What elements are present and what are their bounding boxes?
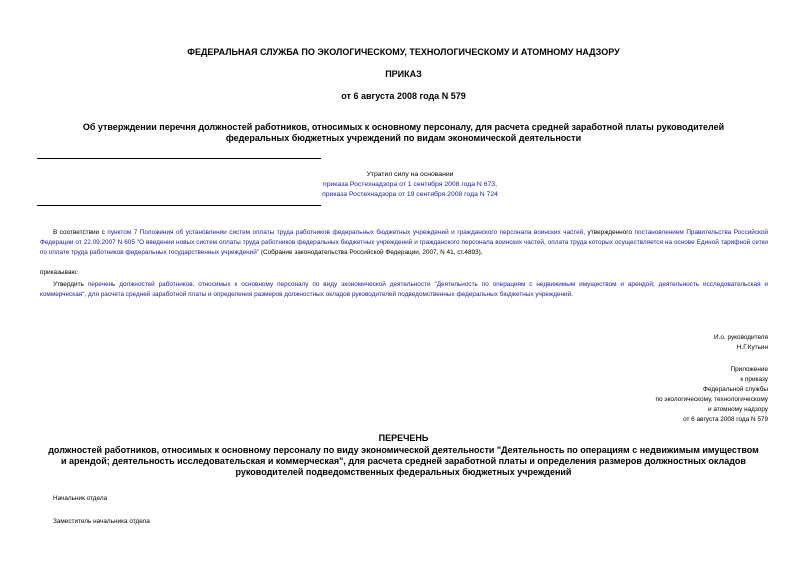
appendix-line-3: Федеральной службы — [703, 386, 768, 393]
signatory-role: И.о. руководителя — [714, 334, 768, 341]
order-673-link[interactable]: приказа Ростехнадзора от 1 сентября 2008 года N 673 — [323, 181, 496, 188]
preamble-text-a: В соответствии с — [53, 229, 108, 236]
list-link[interactable]: перечень должностей работников, относимых к основному персоналу по виду экономической деятельности "Деятельность по операциям с недвижимым имуществом и арендой; деятельность исследовательская и коммерческая", для расчета средней заработной платы и определения размеров должностных окладов руководителей подведомственных федеральных бюджетных учреждений — [40, 281, 769, 298]
document-type: ПРИКАЗ — [385, 69, 422, 79]
agency-name: ФЕДЕРАЛЬНАЯ СЛУЖБА ПО ЭКОЛОГИЧЕСКОМУ, ТЕХНОЛОГИЧЕСКОМУ И АТОМНОМУ НАДЗОРУ — [187, 47, 620, 57]
divider-top — [37, 158, 321, 159]
lost-force-separator: , — [495, 181, 497, 188]
appendix-line-5: и атомному надзору — [708, 406, 768, 413]
decree-605-link[interactable]: постановлением Правительства Российской Федерации от 22.09.2007 N 605 "О введении новых систем оплаты труда работников федеральных бюджетных учреждений и гражданского персонала воинских частей, оплата труда которых осуществляется на основе Единой тарифной сетки по оплате труда работников федеральных государственных учреждений" — [40, 229, 769, 256]
preamble-text-c: (Собрание законодательства Российской Федерации, 2007, N 41, ст.4893), — [259, 249, 483, 256]
order-724-link[interactable]: приказа Ростехнадзора от 19 сентября 2008 года N 724 — [322, 191, 498, 198]
lost-force-line-1 — [210, 180, 610, 190]
signatory-name: Н.Г.Кутьин — [736, 344, 768, 351]
lost-force-note: Утратил силу на основании — [366, 171, 454, 178]
appendix-line-4: по экологическому, технологическому — [655, 396, 768, 403]
document-date-number: от 6 августа 2008 года N 579 — [341, 91, 466, 101]
appendix-line-1: Приложение — [730, 366, 768, 373]
preamble-paragraph — [40, 228, 768, 258]
clause-7-link[interactable]: пунктом 7 Положения об установлении систем оплаты труда работников федеральных бюджетных учреждений и гражданского персонала воинских частей — [107, 229, 584, 236]
appendix-line-2: к приказу — [740, 376, 768, 383]
approve-text-a: Утвердить — [53, 281, 88, 288]
list-heading: ПЕРЕЧЕНЬ — [378, 433, 429, 443]
lost-force-line-2 — [210, 190, 610, 200]
orders-word: приказываю: — [40, 269, 78, 276]
list-subtitle: должностей работников, относимых к основному персоналу по виду экономической деятельности "Деятельность по операциям с недвижимым имуществом и арендой; деятельность исследовательская и коммерческая", для расчета средней заработной платы и определения размеров должностных окладов руководителей подведомственных федеральных бюджетных учреждений — [48, 445, 759, 477]
appendix-line-6: от 6 августа 2008 года N 579 — [683, 416, 768, 423]
list-item: Заместитель начальника отдела — [53, 518, 150, 525]
list-item: Начальник отдела — [53, 495, 108, 502]
approve-text-b: . — [571, 291, 573, 298]
document-title: Об утверждении перечня должностей работников, относимых к основному персоналу, для расчета средней заработной платы руководителей федеральных бюджетных учреждений по видам экономической деятельности — [82, 122, 725, 143]
preamble-text-b: , утвержденного — [583, 229, 635, 236]
divider-bottom — [37, 205, 321, 206]
approve-paragraph — [40, 280, 768, 300]
